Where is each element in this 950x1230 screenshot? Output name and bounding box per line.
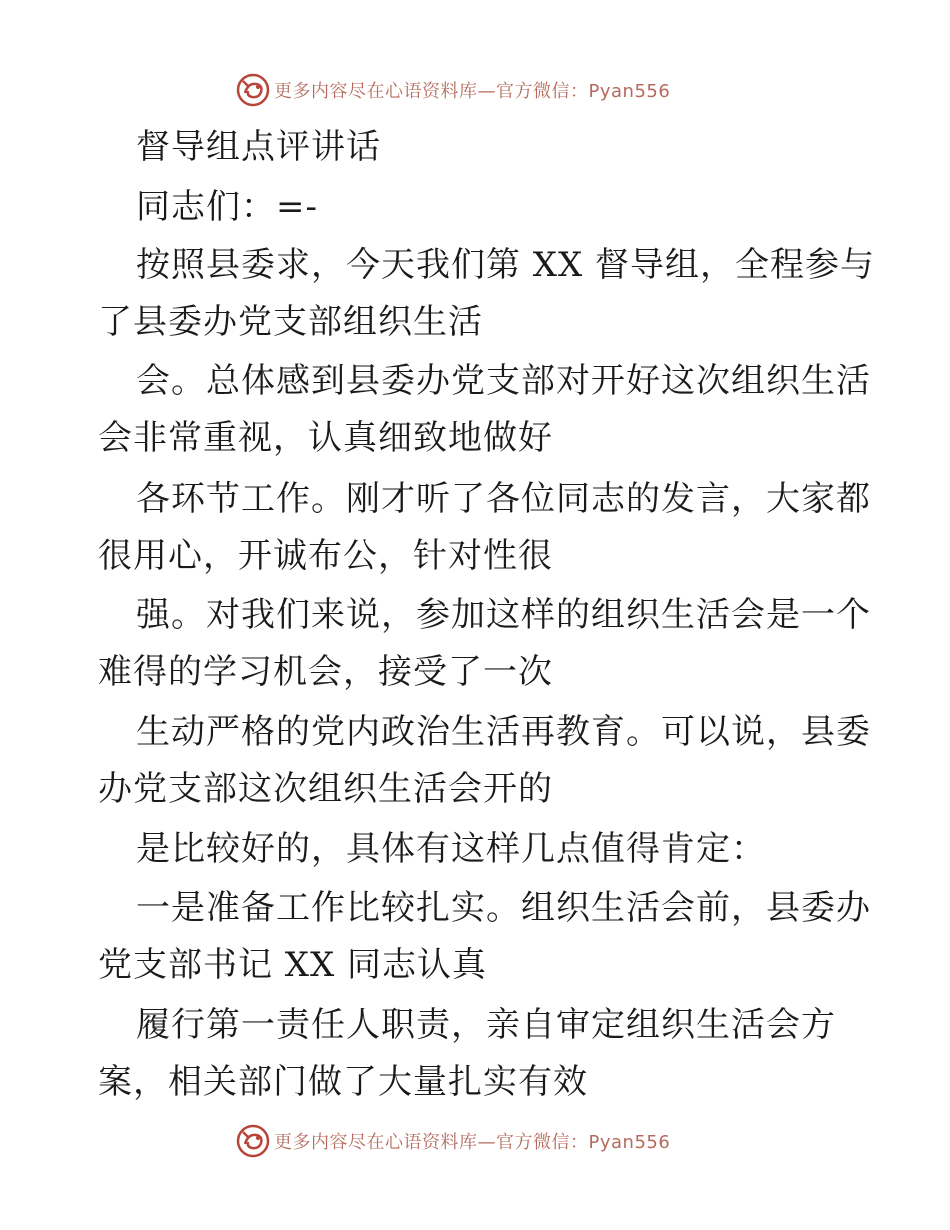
watermark-text: 更多内容尽在心语资料库—官方微信：Pyan556 <box>274 81 671 102</box>
document-line: 一是准备工作比较扎实。组织生活会前，县委办 <box>136 888 871 928</box>
document-line: 很用心，开诚布公，针对性很 <box>98 536 553 576</box>
document-line: 会非常重视，认真细致地做好 <box>98 418 553 458</box>
document-line: 办党支部这次组织生活会开的 <box>98 769 553 809</box>
document-line: 履行第一责任人职责，亲自审定组织生活会方 <box>136 1005 836 1045</box>
watermark-text: 更多内容尽在心语资料库—官方微信：Pyan556 <box>274 1132 671 1153</box>
document-line: 按照县委求，今天我们第 XX 督导组，全程参与 <box>136 245 876 285</box>
sheep-logo-icon <box>236 73 270 107</box>
footer-watermark <box>236 1123 670 1159</box>
document-title: 督导组点评讲话 <box>136 127 381 167</box>
document-line: 党支部书记 XX 同志认真 <box>98 945 488 985</box>
header-watermark <box>236 72 670 108</box>
document-line: 生动严格的党内政治生活再教育。可以说，县委 <box>136 712 871 752</box>
document-line: 难得的学习机会，接受了一次 <box>98 652 553 692</box>
document-line: 了县委办党支部组织生活 <box>98 302 483 342</box>
document-line: 会。总体感到县委办党支部对开好这次组织生活 <box>136 361 871 401</box>
document-line: 案，相关部门做了大量扎实有效 <box>98 1062 588 1102</box>
document-line: 同志们：=- <box>136 187 318 227</box>
document-line: 强。对我们来说，参加这样的组织生活会是一个 <box>136 595 871 635</box>
sheep-logo-icon <box>236 1124 270 1158</box>
document-line: 各环节工作。刚才听了各位同志的发言，大家都 <box>136 479 871 519</box>
document-line: 是比较好的，具体有这样几点值得肯定： <box>136 829 766 869</box>
